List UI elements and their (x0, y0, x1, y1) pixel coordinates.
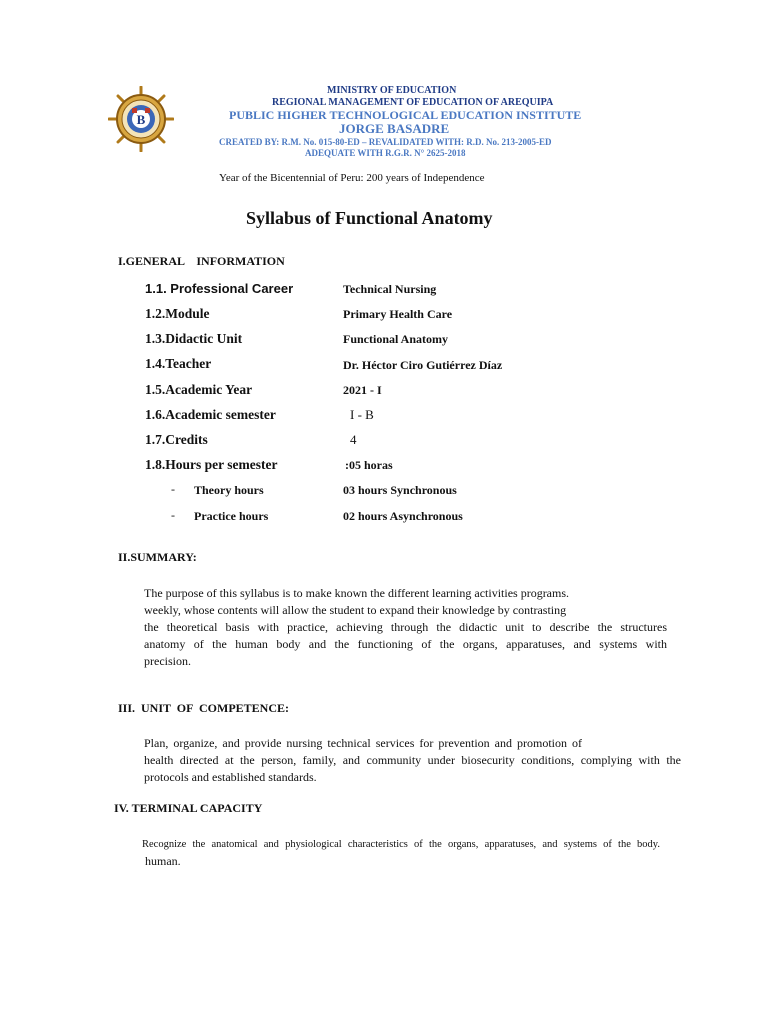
career-value: Technical Nursing (343, 282, 437, 296)
page-title: Syllabus of Functional Anatomy (246, 208, 493, 228)
summary-line: precision. (144, 654, 191, 668)
capacity-line: Recognize the anatomical and physiological characteristics of the organs, apparatuses, and systems of the body. (142, 839, 660, 850)
theory-dash: - (171, 482, 175, 496)
year-motto: Year of the Bicentennial of Peru: 200 years of Independence (219, 172, 485, 184)
hours-value: :05 horas (345, 458, 393, 472)
institute-logo (108, 86, 174, 152)
module-label: 1.2.Module (145, 306, 210, 321)
capacity-line: human. (145, 854, 181, 868)
academic-year-label: 1.5.Academic Year (145, 382, 253, 397)
ministry-heading: MINISTRY OF EDUCATION (327, 85, 457, 96)
regional-heading: REGIONAL MANAGEMENT OF EDUCATION OF AREQUIPA (272, 97, 554, 108)
practice-dash: - (171, 508, 175, 522)
practice-hours-value: 02 hours Asynchronous (343, 509, 463, 523)
section-capacity-heading: IV. TERMINAL CAPACITY (114, 801, 263, 815)
section-summary-heading: II.SUMMARY: (118, 550, 197, 564)
competence-paragraph (144, 735, 681, 786)
didactic-unit-label: 1.3.Didactic Unit (145, 331, 243, 346)
competence-line: protocols and established standards. (144, 770, 317, 784)
didactic-unit-value: Functional Anatomy (343, 332, 449, 346)
teacher-label: 1.4.Teacher (145, 356, 212, 371)
logo-letter: B (136, 112, 146, 127)
hours-label: 1.8.Hours per semester (145, 457, 278, 472)
summary-line: the theoretical basis with practice, achieving through the didactic unit to describe the structures (144, 620, 667, 634)
institute-heading: PUBLIC HIGHER TECHNOLOGICAL EDUCATION INSTITUTE (229, 108, 582, 122)
theory-hours-label: Theory hours (194, 483, 264, 497)
career-label: 1.1. Professional Career (145, 281, 294, 296)
semester-value: I - B (350, 407, 374, 422)
summary-paragraph (144, 585, 667, 670)
capacity-paragraph (142, 836, 660, 870)
practice-hours-label: Practice hours (194, 509, 269, 523)
module-value: Primary Health Care (343, 307, 453, 321)
credits-label: 1.7.Credits (145, 432, 208, 447)
institute-name: JORGE BASADRE (339, 121, 450, 136)
section-competence-heading: III. UNIT OF COMPETENCE: (118, 701, 290, 715)
competence-line: Plan, organize, and provide nursing technical services for prevention and promotion of (144, 736, 582, 750)
semester-label: 1.6.Academic semester (145, 407, 276, 422)
summary-line: weekly, whose contents will allow the student to expand their knowledge by contrasting (144, 603, 567, 617)
creation-resolution: CREATED BY: R.M. No. 015-80-ED – REVALIDATED WITH: R.D. No. 213-2005-ED (219, 137, 552, 147)
theory-hours-value: 03 hours Synchronous (343, 483, 457, 497)
adequacy-resolution: ADEQUATE WITH R.G.R. N° 2625-2018 (305, 148, 466, 158)
section-general-heading: I.GENERAL INFORMATION (118, 254, 285, 268)
competence-line: health directed at the person, family, and community under biosecurity conditions, complying with the (144, 753, 681, 767)
summary-line: anatomy of the human body and the functioning of the organs, apparatuses, and systems with (144, 637, 667, 651)
summary-line: The purpose of this syllabus is to make known the different learning activities programs. (144, 586, 570, 600)
teacher-value: Dr. Héctor Ciro Gutiérrez Díaz (343, 358, 503, 372)
credits-value: 4 (350, 432, 357, 447)
academic-year-value: 2021 - I (343, 383, 382, 397)
